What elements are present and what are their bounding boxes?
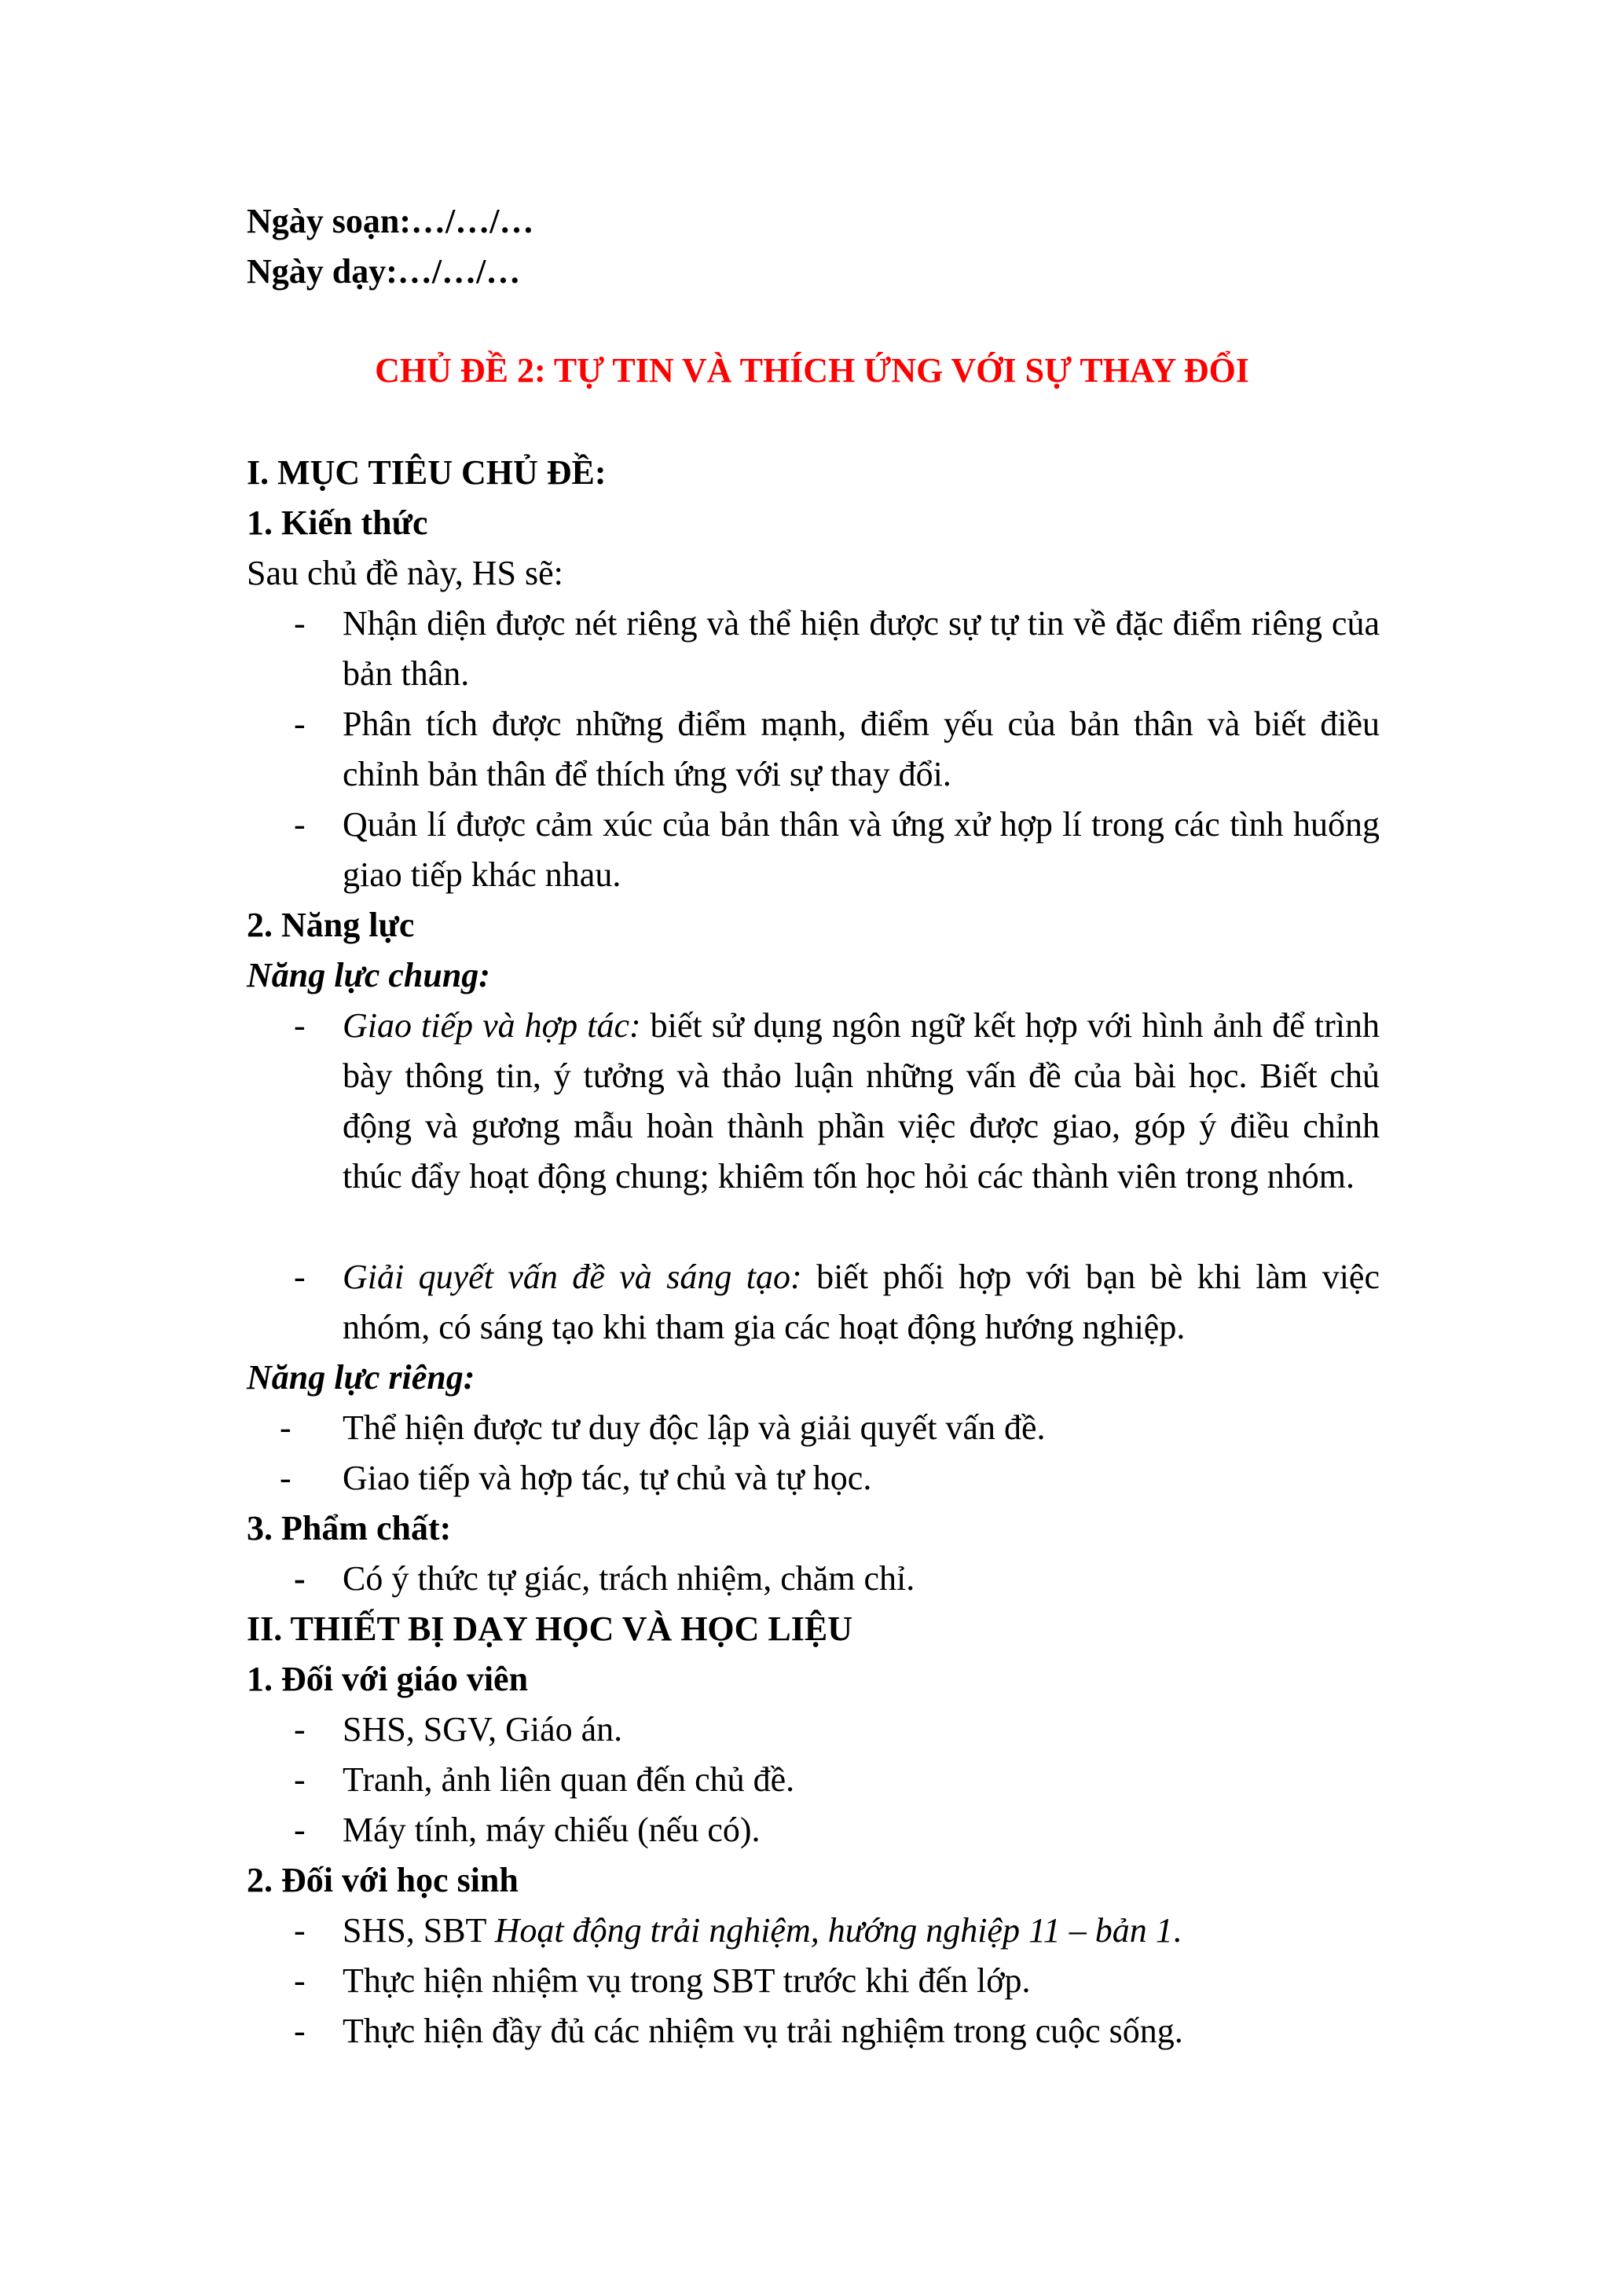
bullet-dash: - <box>294 2012 306 2050</box>
list-item: - Máy tính, máy chiếu (nếu có). <box>343 1805 1380 1855</box>
list-item: - Nhận diện được nét riêng và thể hiện được sự tự tin về đặc điểm riêng của bản thân. <box>343 599 1380 699</box>
hoc-sinh-heading: 2. Đối với học sinh <box>247 1861 519 1899</box>
list-item: - SHS, SGV, Giáo án. <box>343 1705 1380 1755</box>
bullet-dash: - <box>280 1408 291 1447</box>
nang-luc-rieng-heading: Năng lực riêng: <box>247 1358 475 1397</box>
bullet-dash: - <box>294 1911 306 1950</box>
kien-thuc-heading: 1. Kiến thức <box>247 504 428 542</box>
list-item: - SHS, SBT Hoạt động trải nghiệm, hướng nghiệp 11 – bản 1. <box>343 1906 1380 1956</box>
bullet-dash: - <box>294 1006 306 1045</box>
topic-title: CHỦ ĐỀ 2: TỰ TIN VÀ THÍCH ỨNG VỚI SỰ THAY ĐỔI <box>375 351 1249 390</box>
list-item: - Thể hiện được tư duy độc lập và giải quyết vấn đề. <box>343 1403 1380 1453</box>
ngay-soan: Ngày soạn:…/…/… <box>247 202 534 240</box>
bullet-dash: - <box>294 1811 306 1849</box>
kien-thuc-intro: Sau chủ đề này, HS sẽ: <box>247 554 563 592</box>
list-item: - Có ý thức tự giác, trách nhiệm, chăm chỉ. <box>343 1554 1380 1604</box>
bullet-dash: - <box>294 1760 306 1799</box>
bullet-dash: - <box>294 805 306 844</box>
bullet-dash: - <box>294 604 306 643</box>
ngay-day: Ngày dạy:…/…/… <box>247 252 521 291</box>
bullet-dash: - <box>294 1710 306 1749</box>
nang-luc-chung-heading: Năng lực chung: <box>247 956 490 994</box>
list-item: - Tranh, ảnh liên quan đến chủ đề. <box>343 1755 1380 1805</box>
nang-luc-heading: 2. Năng lực <box>247 906 415 944</box>
bullet-dash: - <box>280 1459 291 1497</box>
list-item: - Thực hiện đầy đủ các nhiệm vụ trải nghiệm trong cuộc sống. <box>343 2006 1380 2056</box>
list-item: - Quản lí được cảm xúc của bản thân và ứng xử hợp lí trong các tình huống giao tiếp khác nhau. <box>343 800 1380 900</box>
list-item: - Giao tiếp và hợp tác: biết sử dụng ngôn ngữ kết hợp với hình ảnh để trình bày thông tin, ý tưởng và thảo luận những vấn đề của bài học. Biết chủ động và gương mẫu hoàn thành phần việc được giao, góp ý điều chỉnh thúc đẩy hoạt động chung; khiêm tốn học hỏi các thành viên trong nhóm. <box>343 1001 1380 1202</box>
bullet-dash: - <box>294 1559 306 1598</box>
list-item: - Giải quyết vấn đề và sáng tạo: biết phối hợp với bạn bè khi làm việc nhóm, có sáng tạo khi tham gia các hoạt động hướng nghiệp. <box>343 1252 1380 1353</box>
giao-vien-heading: 1. Đối với giáo viên <box>247 1660 529 1698</box>
bullet-dash: - <box>294 1258 306 1296</box>
bullet-dash: - <box>294 1961 306 2000</box>
list-item: - Phân tích được những điểm mạnh, điểm yếu của bản thân và biết điều chỉnh bản thân để thích ứng với sự thay đổi. <box>343 699 1380 800</box>
pham-chat-heading: 3. Phẩm chất: <box>247 1509 452 1547</box>
section2-heading: II. THIẾT BỊ DẠY HỌC VÀ HỌC LIỆU <box>247 1609 853 1648</box>
bullet-dash: - <box>294 705 306 743</box>
section1-heading: I. MỤC TIÊU CHỦ ĐỀ: <box>247 453 607 492</box>
list-item: - Thực hiện nhiệm vụ trong SBT trước khi đến lớp. <box>343 1956 1380 2006</box>
list-item: - Giao tiếp và hợp tác, tự chủ và tự học. <box>343 1453 1380 1503</box>
